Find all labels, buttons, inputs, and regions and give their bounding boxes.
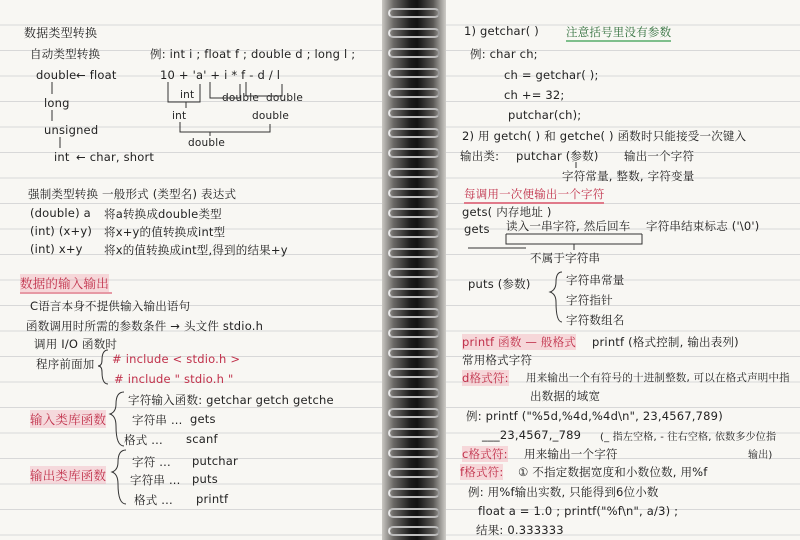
d-format-desc: 用来输出一个有符号的十进制整数, 可以在格式声明中指 — [526, 372, 790, 384]
printf-heading: printf 函数 — 般格式 — [462, 335, 577, 349]
putchar-desc: 输出一个字符 — [624, 149, 695, 163]
ladder-unsigned: unsigned — [44, 123, 99, 137]
binding-ring — [388, 128, 440, 138]
ladder-char: ← char, short — [76, 150, 155, 164]
ladder-int: int — [54, 150, 70, 164]
forced-conversion: 强制类型转换 一般形式 (类型名) 表达式 — [28, 187, 237, 201]
getchar-ex-put: putchar(ch); — [508, 108, 582, 122]
forced-ex3-code: (int) x+y — [30, 242, 83, 256]
forced-ex1-desc: 将a转换成double类型 — [104, 207, 222, 221]
binding-ring — [388, 208, 440, 218]
ladder-double: double — [36, 68, 77, 82]
output-format-label: 格式 ... — [134, 493, 173, 507]
input-lib-label: 输入类库函数 — [30, 412, 107, 427]
io-note-4: 程序前面加 — [36, 357, 95, 371]
d-format-output-note-2: 输出) — [748, 450, 773, 461]
binding-ring — [388, 428, 440, 438]
binding-ring — [388, 68, 440, 78]
gets-signature: gets( 内存地址 ) — [462, 205, 552, 219]
d-format-desc-2: 出数据的域宽 — [530, 389, 601, 403]
puts-signature: puts (参数) — [468, 277, 531, 291]
tree-double-3: double — [252, 110, 289, 122]
binding-ring — [388, 288, 440, 298]
conversion-title: 数据类型转换 — [24, 26, 98, 40]
input-string-func: gets — [190, 412, 216, 426]
binding-ring — [388, 168, 440, 178]
f-format-result: 结果: 0.333333 — [476, 523, 564, 537]
tree-int-1: int — [180, 89, 195, 101]
binding-ring — [388, 108, 440, 118]
puts-char-pointer: 字符指针 — [566, 293, 613, 307]
gets-not-string: 不属于字符串 — [530, 251, 601, 265]
tree-double-2: double — [266, 92, 303, 104]
forced-ex2-code: (int) (x+y) — [30, 224, 93, 238]
f-format-label: f格式符: — [460, 465, 504, 479]
gets-terminator: 字符串结束标志 ('\0') — [646, 219, 760, 233]
declaration-example: 例: int i ; float f ; double d ; long l ; — [150, 47, 356, 61]
include-angle: # include < stdio.h > — [112, 352, 241, 366]
getchar-ex-assign: ch = getchar( ); — [504, 68, 599, 82]
puts-string-const: 字符串常量 — [566, 273, 625, 287]
auto-conversion-heading: 自动类型转换 — [30, 47, 101, 61]
d-format-label: d格式符: — [462, 371, 509, 385]
binding-ring — [388, 368, 440, 378]
binding-ring — [388, 308, 440, 318]
forced-ex2-desc: 将x+y的值转换成int型 — [104, 225, 226, 239]
gets-enter: , 然后回车 — [576, 219, 631, 233]
output-class-label: 输出类: — [460, 149, 500, 163]
binding-ring — [388, 488, 440, 498]
gets-read: 读入一串字符 — [506, 219, 577, 233]
binding-ring — [388, 388, 440, 398]
io-section-title: 数据的输入输出 — [20, 276, 109, 291]
binding-ring — [388, 348, 440, 358]
f-format-code: float a = 1.0 ; printf("%f\n", a/3) ; — [478, 504, 679, 518]
format-chars-heading: 常用格式字符 — [462, 353, 533, 367]
input-char-funcs: 字符输入函数: getchar getch getche — [128, 393, 334, 407]
tree-int-2: int — [172, 110, 187, 122]
output-char-label: 字符 ... — [132, 455, 171, 469]
input-format-func: scanf — [186, 432, 218, 446]
binding-ring — [388, 448, 440, 458]
binding-ring — [388, 268, 440, 278]
binding-ring — [388, 526, 440, 536]
binding-ring — [388, 48, 440, 58]
gets-label: gets — [464, 222, 490, 236]
c-format-desc: 用来输出一个字符 — [524, 447, 618, 461]
output-format-func: printf — [196, 492, 229, 506]
putchar-params: 字符常量, 整数, 字符变量 — [562, 169, 695, 183]
binding-ring — [388, 188, 440, 198]
notebook-spine — [382, 0, 446, 540]
binding-ring — [388, 28, 440, 38]
expression: 10 + 'a' + i * f - d / l — [160, 68, 281, 82]
include-quote: # include " stdio.h " — [114, 372, 234, 386]
output-char-func: putchar — [192, 454, 238, 468]
left-page — [0, 0, 382, 540]
right-page — [446, 0, 800, 540]
binding-ring — [388, 248, 440, 258]
d-format-output: ___23,4567,_789 — [482, 428, 582, 442]
d-format-output-note: (_ 指左空格, - 往右空格, 依数多少位指 — [600, 432, 777, 443]
binding-ring — [388, 508, 440, 518]
forced-ex1-code: (double) a — [30, 206, 91, 220]
putchar-once-note: 每调用一次便输出一个字符 — [464, 186, 604, 204]
puts-char-array: 字符数组名 — [566, 313, 625, 327]
binding-ring — [388, 228, 440, 238]
io-note-3: 调用 I/O 函数时 — [34, 337, 118, 351]
tree-double-4: double — [188, 137, 225, 149]
output-string-label: 字符串 ... — [130, 473, 181, 487]
binding-ring — [388, 408, 440, 418]
getchar-ex-decl: 例: char ch; — [470, 47, 538, 61]
output-string-func: puts — [192, 472, 218, 486]
binding-ring — [388, 328, 440, 338]
forced-ex3-desc: 将x的值转换成int型,得到的结果+y — [104, 243, 288, 257]
binding-ring — [388, 8, 440, 18]
c-format-label: c格式符: — [462, 447, 508, 461]
printf-signature: printf (格式控制, 输出表列) — [592, 335, 739, 349]
output-lib-label: 输出类库函数 — [30, 468, 107, 483]
getchar-note: 注意括号里没有参数 — [566, 24, 671, 42]
ladder-long: long — [44, 96, 70, 110]
binding-ring — [388, 88, 440, 98]
ladder-float: ← float — [76, 68, 117, 82]
binding-ring — [388, 468, 440, 478]
d-format-example: 例: printf ("%5d,%4d,%4d\n", 23,4567,789) — [466, 409, 723, 423]
input-string-label: 字符串 ... — [132, 413, 183, 427]
io-note-1: C语言本身不提供输入输出语句 — [30, 299, 191, 313]
putchar-signature: putchar (参数) — [516, 149, 599, 163]
getch-note: 2) 用 getch( ) 和 getche( ) 函数时只能接受一次键入 — [462, 129, 747, 143]
binding-ring — [388, 148, 440, 158]
getchar-heading: 1) getchar( ) — [464, 24, 539, 38]
getchar-ex-add: ch += 32; — [504, 88, 565, 102]
f-format-example: 例: 用%f输出实数, 只能得到6位小数 — [468, 485, 659, 499]
tree-double-1: double — [222, 92, 259, 104]
input-format-label: 格式 ... — [124, 433, 163, 447]
f-format-desc: ① 不指定数据宽度和小数位数, 用%f — [518, 465, 708, 479]
io-note-2: 函数调用时所需的参数条件 → 头文件 stdio.h — [26, 319, 264, 333]
